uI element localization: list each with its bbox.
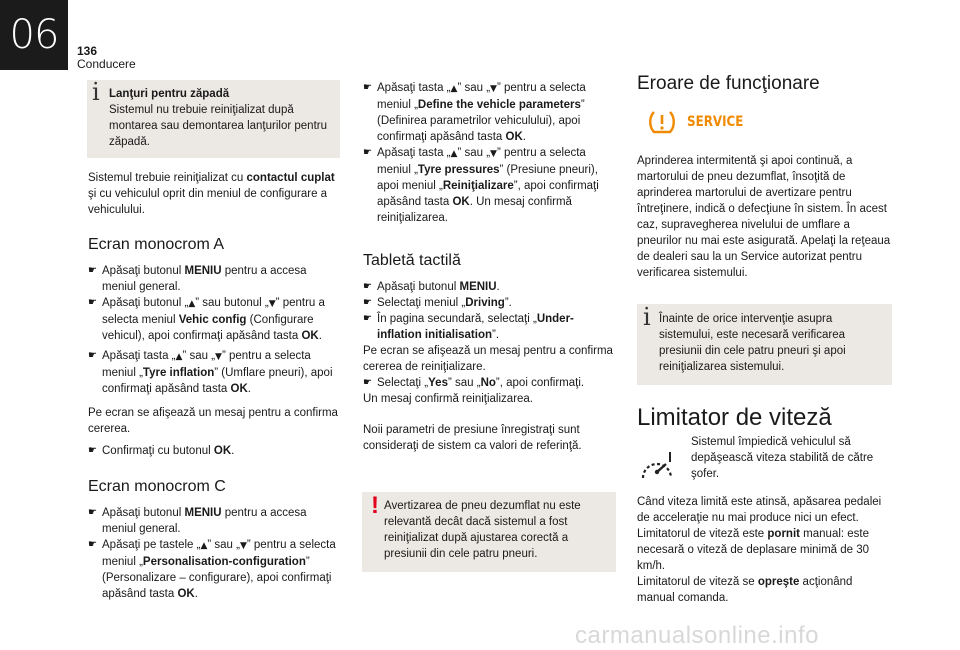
column-2 <box>363 80 616 572</box>
list-item: ☛ Apăsaţi tasta „▲” sau „▼” pentru a selecta meniul „Define the vehicle parameters” (Definirea parametrilor vehiculului), apoi confirmaţi apăsând tasta OK. <box>363 80 616 145</box>
speed-limiter-icon <box>637 448 677 488</box>
paragraph: Sistemul trebuie reiniţializat cu contactul cuplat şi cu vehiculul oprit din meniul de configurare a vehiculului. <box>88 172 335 216</box>
paragraph: Noii parametri de presiune înregistraţi sunt consideraţi de sistem ca valori de referinţă. <box>363 424 582 452</box>
paragraph: Aprinderea intermitentă şi apoi continuă, a martorului de pneu dezumflat, însoţită de aprinderea martorului de avertizare pentru întreţinere, indică o defecţiune în sistem. În acest caz, supravegherea nivelului de umflare a pneurilor nu mai este asigurată. Apelaţi la reţeaua de dealeri sau la un Service autorizat pentru verificarea sistemului. <box>637 155 891 279</box>
warning-text: Avertizarea de pneu dezumflat nu este relevantă decât dacă sistemul a fost reiniţializat după ajustarea corectă a presiunii din cele patru pneuri. <box>384 500 581 560</box>
up-arrow-icon: ▲ <box>188 299 196 309</box>
info-icon: i <box>92 78 100 106</box>
column-3 <box>637 73 892 606</box>
paragraph: Un mesaj confirmă reiniţializarea. <box>363 393 534 405</box>
paragraph: Sistemul împiedică vehiculul să depăşească viteza stabilită de către şofer. <box>691 436 874 480</box>
list-item: ☛ Selectaţi „Yes” sau „No”, apoi confirmaţi. <box>363 375 616 391</box>
info-text: Înainte de orice intervenţie asupra sistemului, este necesară verificarea presiunii din cele patru pneuri şi apoi reiniţializarea sistemului. <box>659 313 846 373</box>
column-1 <box>88 80 340 602</box>
heading-monochrome-c: Ecran monocrom C <box>88 478 226 495</box>
list-item: ☛ Apăsaţi tasta „▲” sau „▼” pentru a selecta meniul „Tyre pressures” (Presiune pneuri), apoi meniul „Reiniţializare”, apoi confirmaţi apăsând tasta OK. Un mesaj confirmă reiniţializarea. <box>363 145 616 226</box>
list-item: ☛ Apăsaţi butonul MENIU pentru a accesa meniul general. <box>88 263 340 295</box>
heading-speed-limiter: Limitator de viteză <box>637 404 832 431</box>
heading-malfunction: Eroare de funcţionare <box>637 73 820 94</box>
info-icon: i <box>643 303 651 331</box>
warning-lights <box>647 109 892 135</box>
down-arrow-icon: ▼ <box>239 541 247 551</box>
chapter-tab: 06 <box>0 0 68 70</box>
speed-limiter-intro <box>637 434 892 482</box>
list-item: ☛ Selectaţi meniul „Driving”. <box>363 295 616 311</box>
up-arrow-icon: ▲ <box>450 149 458 159</box>
page-number: 136 <box>77 44 98 58</box>
list-item: ☛ Apăsaţi butonul MENIU pentru a accesa meniul general. <box>88 505 340 537</box>
up-arrow-icon: ▲ <box>450 84 458 94</box>
list-item: ☛ Confirmaţi cu butonul OK. <box>88 443 340 459</box>
info-title: Lanţuri pentru zăpadă <box>109 88 230 100</box>
paragraph: Pe ecran se afişează un mesaj pentru a confirma cererea de reiniţializare. <box>363 345 613 373</box>
warning-icon: ! <box>371 492 379 519</box>
warning-box <box>362 492 616 572</box>
info-box-snow-chains <box>87 80 340 158</box>
paragraph: Când viteza limită este atinsă, apăsarea pedalei de acceleraţie nu mai produce nici un efect. <box>637 496 882 524</box>
info-text: Sistemul nu trebuie reiniţializat după montarea sau demontarea lanţurilor pentru zăpadă. <box>109 104 327 148</box>
list-item: ☛ Apăsaţi butonul „▲” sau butonul „▼” pentru a selecta meniul Vehic config (Configurare vehicul), apoi confirmaţi apăsând tasta OK. <box>88 295 340 344</box>
list-item: ☛ În pagina secundară, selectaţi „Under-inflation initialisation”. <box>363 311 616 343</box>
paragraph: Pe ecran se afişează un mesaj pentru a confirma cererea. <box>88 407 338 435</box>
list-item: ☛ Apăsaţi tasta „▲” sau „▼” pentru a selecta meniul „Tyre inflation” (Umflare pneuri), apoi confirmaţi apăsând tasta OK. <box>88 348 340 397</box>
down-arrow-icon: ▼ <box>490 149 497 159</box>
paragraph: Limitatorul de viteză este pornit manual: este necesară o viteză de deplasare minimă de 30 km/h. <box>637 528 870 572</box>
up-arrow-icon: ▲ <box>200 541 208 551</box>
service-warning-icon: SERVICE <box>687 114 744 130</box>
info-box-reset <box>637 304 892 385</box>
up-arrow-icon: ▲ <box>175 352 183 362</box>
down-arrow-icon: ▼ <box>490 84 497 94</box>
down-arrow-icon: ▼ <box>268 299 276 309</box>
list-item: ☛ Apăsaţi pe tastele „▲” sau „▼” pentru a selecta meniul „Personalisation-configuration” (Personalizare – configurare), apoi confirmaţi apăsând tasta OK. <box>88 537 340 602</box>
heading-touch-tablet: Tabletă tactilă <box>363 252 461 269</box>
paragraph: Limitatorul de viteză se opreşte acţionând manual comanda. <box>637 576 853 604</box>
list-item: ☛ Apăsaţi butonul MENIU. <box>363 279 616 295</box>
down-arrow-icon: ▼ <box>215 352 222 362</box>
tyre-pressure-warning-icon <box>647 109 677 135</box>
watermark: carmanualsonline.info <box>575 622 819 649</box>
section-title: Conducere <box>77 57 136 71</box>
heading-monochrome-a: Ecran monocrom A <box>88 236 225 253</box>
